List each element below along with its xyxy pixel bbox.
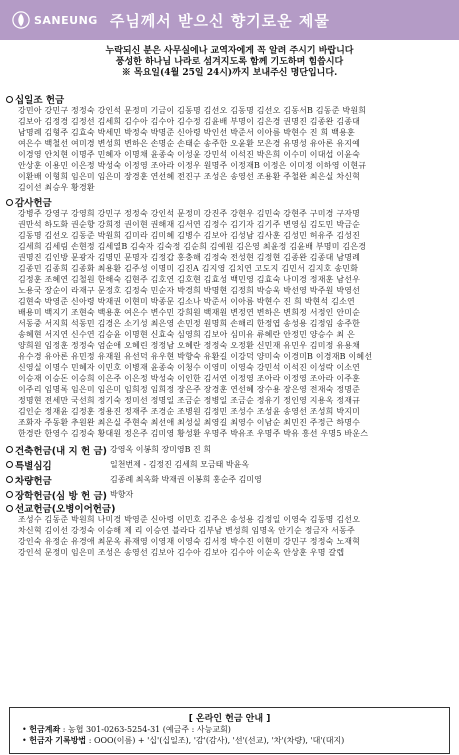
bullet-icon <box>6 491 13 498</box>
name-line: 김인순 정재윤 김정훈 정용진 정재주 조경순 조병원 김정민 조성수 조성윤 송영선 조성희 박지미 <box>18 407 361 416</box>
offering-list <box>6 93 453 561</box>
name-line: 이경영 안치현 이명주 민혜자 이명채 윤종숙 이성윤 강민석 이석진 박은희 이수미 이대섭 이윤숙 <box>18 150 361 159</box>
name-line: 김정훈 조혜연 김철원 한해숙 김현주 김호연 김호현 김효성 백민영 김효숙 나미경 정재훈 남선우 <box>18 275 361 284</box>
method-value: : OOO(이름) + '십'(십일조), '감'(감사), '선'(선교), '차'(차량), '대'(대지) <box>88 736 345 745</box>
section-building-title: 건축헌금(내 지 헌 금) <box>6 444 110 456</box>
name-line: 조화자 주동환 추원완 최은실 주현숙 최선애 최성실 최영길 최영수 이남순 최민진 주정근 하명수 <box>18 418 361 427</box>
info-title: [ 온라인 헌금 안내 ] <box>188 714 271 724</box>
building-names: 강영옥 이봉희 장미영B 진 희 <box>110 445 212 454</box>
account-value: : 농협 301-0263-5254-31 (예금주 : 사능교회) <box>62 725 231 734</box>
name-line: 강병주 강영구 강영희 강민구 정정숙 강인석 문정미 강진주 강현우 김민숙 강현주 구미경 구자명 <box>18 209 361 218</box>
name-line: 서동중 서지희 석동민 김경은 소기성 최은영 손민정 원명희 손해리 한정엽 송성용 김정임 송주한 <box>18 319 361 328</box>
name-line: 양희원 임정훈 정정숙 엄순애 오혜린 정정남 오혜란 정정숙 오정환 신민재 유민우 김미정 유용채 <box>18 341 361 350</box>
account-line: • 헌금계좌 : 농협 301-0263-5254-31 (예금주 : 사능교회) <box>22 725 231 734</box>
name-line: 김현숙 박영준 신아령 박재권 이현미 박종문 김소나 박준서 이아름 박현수 진 희 박현석 김소연 <box>18 297 355 306</box>
bullet-icon <box>6 505 13 512</box>
section-building <box>6 442 453 457</box>
tithe-names <box>6 105 453 193</box>
vehicle-names: 김종례 최옥화 박재권 이봉희 홍순주 김미영 <box>110 475 262 484</box>
name-line: 권만석 하도화 권순향 강희정 권이현 권해재 김서연 김정수 김기자 김기주 변영심 김도민 박금순 <box>18 220 361 229</box>
scholarship-names: 박향자 <box>110 490 134 499</box>
thanks-names <box>6 208 453 439</box>
name-line: 강민아 강민구 정정숙 강인석 문정미 기금이 김동명 김선오 김동명 김선오 김동서B 김동준 박원희 <box>18 106 367 115</box>
section-mission-title: 선교헌금(오병이어헌금) <box>6 502 453 514</box>
notice <box>0 46 459 79</box>
name-line: 송혜현 서지연 신수연 김승윤 이명현 신효숙 심영희 김보아 심미유 류혜란 안정민 양승수 최 은 <box>18 330 355 339</box>
method-label: 헌금자 기록방법 <box>29 736 87 745</box>
section-tithe-title: 십일조 헌금 <box>6 93 453 105</box>
name-line: 차신혁 김이선 강정숙 이승해 제 리 이승연 블라다 김부남 변성희 임명옥 안기순 정금자 서동주 <box>18 526 355 535</box>
name-line: 유수경 유아론 유민정 유재원 유선덕 유우현 박향숙 유환길 이강덕 양미숙 이경미B 이경재B 이혜선 <box>18 352 373 361</box>
name-line: 정명현 전세만 국선희 정기숙 정미선 정명일 조금순 정병일 조금순 정유기 정인영 지용옥 정재규 <box>18 396 361 405</box>
name-line: 안상훈 이용민 이은정 박성숙 이정영 조아라 이정우 원명주 이정재B 이정은 이미정 이하영 이현규 <box>18 161 367 170</box>
name-line: 이주리 임명록 임은미 임은미 임희정 임희정 장은주 장경훈 연선혜 장수용 장은영 전재숙 정명준 <box>18 385 361 394</box>
online-offering-info <box>9 707 450 754</box>
section-special <box>6 457 453 472</box>
notice-line-3: ※ 목요일(4월 25일 24시)까지 보내주신 명단입니다. <box>121 68 338 78</box>
logo-text: SANEUNG <box>34 13 98 27</box>
name-line: 김이선 최승우 황경환 <box>18 183 95 192</box>
account-label: 헌금계좌 <box>29 725 61 734</box>
section-scholarship <box>6 487 453 502</box>
special-names: 일천번제 - 김정진 김세희 모금태 박윤옥 <box>110 460 250 469</box>
bullet-icon <box>6 461 13 468</box>
header-banner <box>0 0 459 40</box>
section-scholarship-title: 장학헌금(심 방 헌 금) <box>6 489 110 501</box>
name-line: 남명례 김형주 김효숙 박세민 박정숙 박명준 신아령 박인선 박준서 이아름 박현수 진 희 백용훈 <box>18 128 355 137</box>
bullet-icon <box>6 476 13 483</box>
name-line: 조성수 김동준 박원희 나미경 박영준 신아령 이민호 김주은 송성용 김정일 이영숙 김동명 김선오 <box>18 515 361 524</box>
section-vehicle <box>6 472 453 487</box>
name-line: 김종민 김종희 김종화 최용환 김주성 이명미 김진A 김지영 김치연 고도지 김민서 김지호 송민화 <box>18 264 359 273</box>
logo-icon <box>12 11 30 29</box>
notice-line-1: 누락되신 분은 사무실에나 교역자에게 꼭 알려 주시기 바랍니다 <box>105 46 354 56</box>
notice-line-2: 풍성한 하나님 나라로 섬겨지도록 함께 기도하며 힘씁시다 <box>115 57 344 67</box>
page-title: 주님께서 받으신 향기로운 제물 <box>109 11 330 30</box>
name-line: 김동명 김선오 김동준 박원희 김미라 김미혜 김병수 김보아 김성남 김사훈 김성민 허유주 김성진 <box>18 231 361 240</box>
method-line: • 헌금자 기록방법 : OOO(이름) + '십'(십일조), '감'(감사), '선'(선교), '차'(차량), '대'(대지) <box>22 736 345 745</box>
name-line: 신영실 이명수 민혜자 이민호 이병재 윤종숙 이청수 이영미 이영숙 강민석 이석진 이성락 이소연 <box>18 363 361 372</box>
section-thanks-title: 감사헌금 <box>6 196 453 208</box>
name-line: 이승재 이승돈 이승희 이은주 이은정 박성숙 이인한 김서연 이정영 조아라 이정영 조아라 이주훈 <box>18 374 361 383</box>
name-line: 이환배 이형희 임은미 임은미 장경훈 연선혜 전진구 조성은 송영선 조용환 주철완 최은실 차신혁 <box>18 172 361 181</box>
bullet-icon <box>6 199 13 206</box>
bullet-icon <box>6 446 13 453</box>
mission-names <box>6 514 453 558</box>
name-line: 권명진 김인방 문광자 김명민 문명자 김정갑 홍충해 김정숙 전성현 김정현 김종완 김종대 남명례 <box>18 253 361 262</box>
logo <box>12 11 98 29</box>
name-line: 강인숙 유정순 유경애 최문옥 류재영 이영재 이영숙 김서정 박수진 이현미 강민구 정정숙 노재혁 <box>18 537 361 546</box>
section-vehicle-title: 차량헌금 <box>6 474 110 486</box>
bullet-icon <box>6 96 13 103</box>
name-line: 한경란 한영수 김정숙 황대원 정은주 김미영 황성환 우명주 박유조 우명주 박유 흥선 우명5 바운스 <box>18 429 369 438</box>
section-special-title: 특별심김 <box>6 459 110 471</box>
name-line: 여은수 백철선 여미경 변성희 변하은 손명순 손태순 송주한 오윤환 모은경 유명성 유아론 유지예 <box>18 139 361 148</box>
name-line: 배용미 백지기 조현숙 백용훈 여은수 변수민 강희원 백재원 변정연 변하은 변희정 서정인 안미순 <box>18 308 361 317</box>
name-line: 노용국 장순이 라재구 문정호 김정숙 민순자 박경희 박명현 김정희 박승욱 박선영 박주원 박영선 <box>18 286 361 295</box>
name-line: 김세희 김세림 손현정 김세열B 김숙자 김숙정 김순희 김예원 김은영 최윤정 김윤배 부명미 김은경 <box>18 242 367 251</box>
name-line: 김보아 김정경 김정선 김세희 김수아 김수아 김수정 김윤배 부명이 김은경 권명진 김종완 김종대 <box>18 117 361 126</box>
name-line: 강인석 문정미 임은미 조성은 송영선 김보아 김수아 김보아 김수아 이순옥 안상훈 우명 갈렙 <box>18 548 345 557</box>
